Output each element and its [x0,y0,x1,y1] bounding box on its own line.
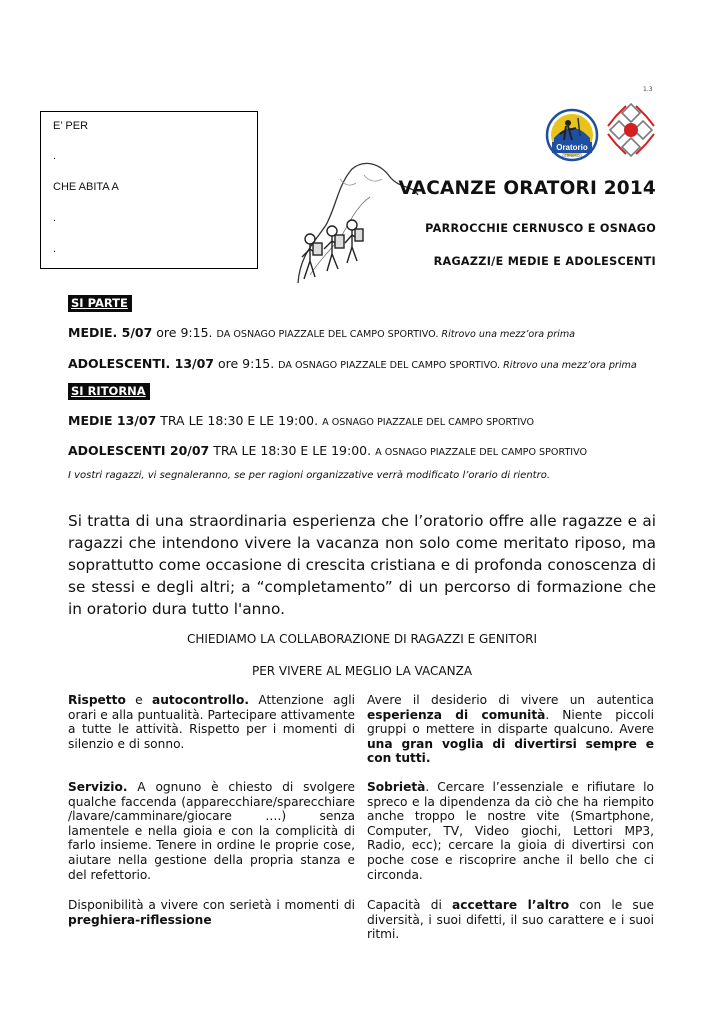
rule-accettare [367,898,654,942]
return-adolescenti-time: TRA LE 18:30 E LE 19:00. [209,443,376,458]
rule-text: con le sue diversità, i suoi difetti, il suo carattere e i suoi ritmi. [367,898,654,942]
rule-preghiera-title: preghiera-riflessione [68,912,212,927]
rule-sobrieta [367,780,654,882]
return-adolescenti-group: ADOLESCENTI 20/07 [68,443,210,458]
page-title: VACANZE ORATORI 2014 [398,178,656,199]
rule-text: Avere il desiderio di vivere un autentica [367,693,654,707]
form-blank-1: . [53,150,57,162]
collaboration-heading: CHIEDIAMO LA COLLABORAZIONE DI RAGAZZI E GENITORI [186,632,538,646]
intro-paragraph: Si tratta di una straordinaria esperienza che l’oratorio offre alle ragazze e ai ragazzi che intendono vivere la vacanza non solo come meritato riposo, ma soprattutto come occasione di crescita cristiana e di profonda conoscenza di se stessi e degli altri; a “completamento” di un percorso di formazione che in oratorio dura tutto l'anno. [68,512,656,618]
departure-adolescenti-note: Ritrovo una mezz’ora prima [503,360,637,371]
return-medie [68,413,534,428]
rule-text: Disponibilità a vivere con serietà i momenti di [68,898,355,912]
logo-text: Oratorio [556,143,588,152]
rule-servizio-title: Servizio. [68,780,128,794]
rule-comunita-title: esperienza di comunità [367,707,546,722]
rule-divertirsi-title: una gran voglia di divertirsi sempre e con tutti. [367,736,654,766]
page-number: 1.3 [643,86,653,93]
departure-medie [68,325,575,340]
departure-adolescenti [68,356,637,371]
departure-medie-note: Ritrovo una mezz’ora prima [441,329,576,340]
rule-rispetto [68,693,355,751]
rule-text: Capacità di [367,898,453,912]
return-medie-time: TRA LE 18:30 E LE 19:00. [156,413,323,428]
return-heading: SI RITORNA [68,383,150,400]
collaboration-subheading: PER VIVERE AL MEGLIO LA VACANZA [251,664,473,678]
departure-adolescenti-group: ADOLESCENTI. 13/07 [68,356,214,371]
hikers-illustration [280,155,420,287]
rule-accettare-title: accettare l’altro [452,898,570,912]
return-note: I vostri ragazzi, vi segnaleranno, se per ragioni organizzative verrà modificato l’orario di rientro. [68,470,550,481]
form-label-per: E’ PER [53,120,89,132]
form-blank-2: . [53,212,57,224]
return-adolescenti [68,443,587,458]
departure-medie-place: DA OSNAGO PIAZZALE DEL CAMPO SPORTIVO. [216,329,442,340]
rule-servizio [68,780,355,882]
participant-form-box [40,111,258,269]
rule-rispetto-title: Rispetto [68,693,126,707]
rule-preghiera [68,898,355,927]
rule-text: . Niente piccoli gruppi o mettere in disparte qualcuno. Avere [367,707,654,737]
departure-medie-group: MEDIE. 5/07 [68,325,153,340]
logo-subtext: CERNUSCO [561,154,583,158]
rule-sobrieta-title: Sobrietà [367,780,426,794]
rule-autocontrollo-title: autocontrollo. [152,693,249,707]
cross-emblem-logo [604,100,658,160]
return-adolescenti-place: A OSNAGO PIAZZALE DEL CAMPO SPORTIVO [375,447,588,458]
return-medie-group: MEDIE 13/07 [68,413,157,428]
oratorio-logo [544,108,600,162]
form-blank-3: . [53,243,57,255]
rule-text: A ognuno è chiesto di svolgere qualche faccenda (apparecchiare/sparecchiare /lavare/camminare/giocare ….) senza lamentele e nella gioia e con la complicità di farlo insieme. Tenere in ordine le proprie cose, aiutare nella gestione della propria stanza e del refettorio. [68,780,355,882]
rule-text: . Cercare l’essenziale e rifiutare lo spreco e la dipendenza da ciò che ha riempito anche troppo le nostre vite (Smartphone, Computer, TV, Video giochi, Lettori MP3, Radio, ecc); cercare la gioia di divertirsi con poche cose e riscoprire anche il bello che ci circonda. [367,780,654,882]
rule-text: Attenzione agli orari e alla puntualità. Partecipare attivamente a tutte le attività. Rispetto per i momenti di silenzio e di sonno. [68,693,356,751]
rule-comunita [367,693,654,766]
departure-adolescenti-place: DA OSNAGO PIAZZALE DEL CAMPO SPORTIVO. [278,360,504,371]
return-medie-place: A OSNAGO PIAZZALE DEL CAMPO SPORTIVO [322,417,535,428]
rule-text: e [125,693,153,707]
form-label-abita: CHE ABITA A [53,181,119,193]
departure-heading: SI PARTE [68,295,132,312]
audience-subtitle: RAGAZZI/E MEDIE E ADOLESCENTI [433,255,656,268]
departure-medie-time: ore 9:15. [152,325,217,340]
departure-adolescenti-time: ore 9:15. [214,356,279,371]
parishes-subtitle: PARROCCHIE CERNUSCO E OSNAGO [425,222,656,235]
